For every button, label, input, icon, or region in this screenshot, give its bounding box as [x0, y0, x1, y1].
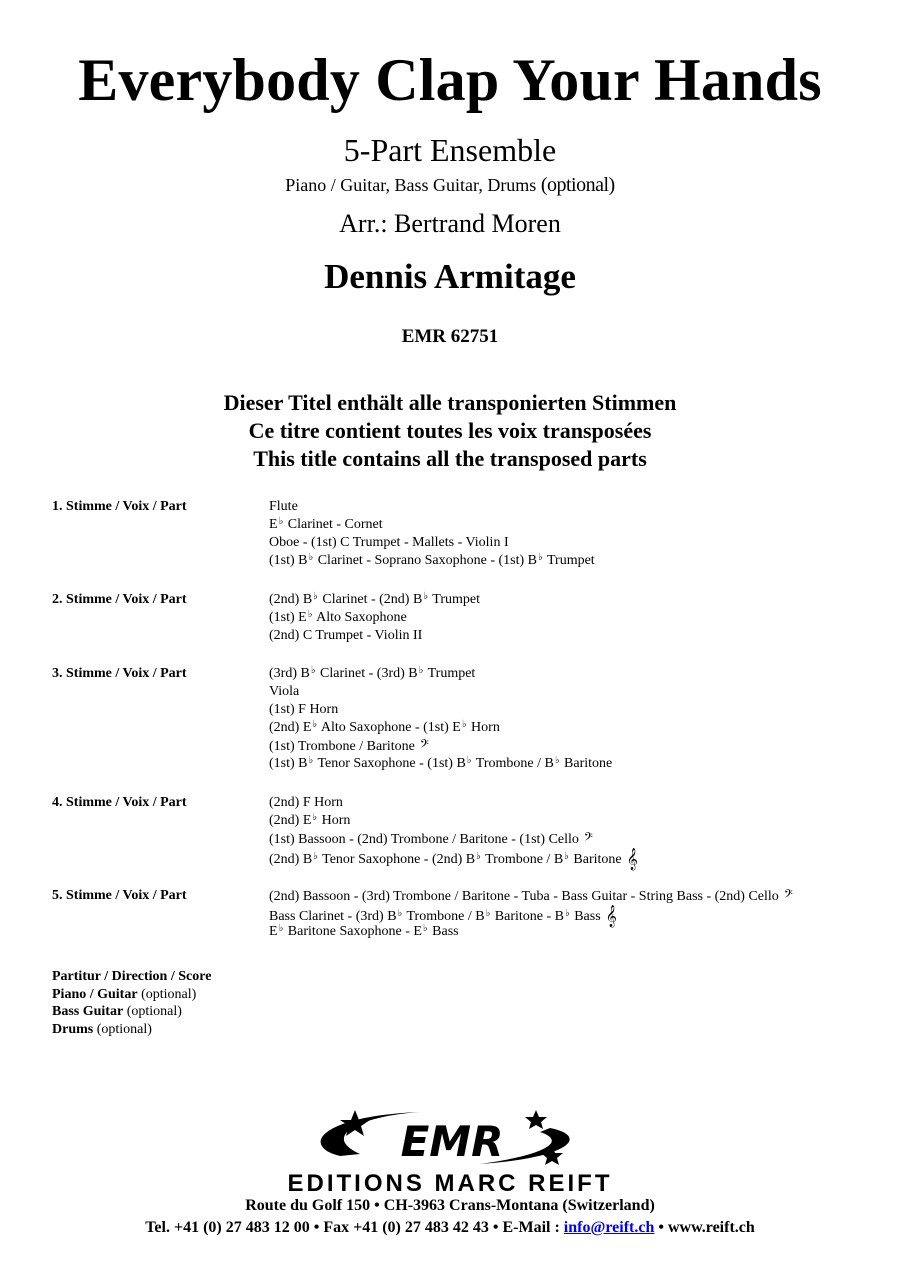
treble-clef-icon: 𝄞 [626, 848, 638, 870]
score-item [52, 1021, 211, 1039]
flat-sign-icon: ♭ [313, 591, 318, 602]
flat-sign-icon: ♭ [308, 755, 314, 766]
flat-sign-icon: ♭ [565, 908, 570, 919]
part-instruments [269, 498, 595, 570]
flat-sign-icon: ♭ [313, 851, 318, 862]
instrument-line [269, 683, 612, 701]
flat-sign-icon: ♭ [307, 609, 313, 620]
instrument-line [269, 591, 480, 609]
instrument-line [269, 794, 638, 812]
treble-clef-icon: 𝄞 [605, 905, 617, 927]
instrument-text: Viola [269, 684, 300, 699]
instrument-text: (1st) F Horn [269, 702, 339, 717]
bass-clef-icon: 𝄢 [783, 888, 793, 904]
instrument-text: (2nd) E♭ Alto Saxophone - (1st) E♭ Horn [269, 719, 500, 735]
score-name: Piano / Guitar [52, 986, 138, 1002]
instrument-line [269, 755, 612, 773]
publisher-contact [0, 1220, 900, 1236]
flat-sign-icon: ♭ [564, 851, 569, 862]
instrument-line [269, 737, 612, 755]
score-optional: (optional) [141, 986, 197, 1002]
part-label: 4. Stimme / Voix / Part [52, 795, 187, 810]
instrumentation-text: Piano / Guitar, Bass Guitar, Drums [285, 175, 537, 195]
logo-text: EMR [400, 1117, 504, 1166]
notice-german: Dieser Titel enthält alle transponierten Stimmen [223, 390, 677, 415]
instrument-text: Oboe - (1st) C Trumpet - Mallets - Violin I [269, 535, 509, 550]
catalog-number: EMR 62751 [401, 326, 499, 347]
flat-sign-icon: ♭ [476, 851, 481, 862]
email-link[interactable]: info@reift.ch [563, 1219, 655, 1236]
flat-sign-icon: ♭ [308, 552, 314, 563]
publisher-name: EDITIONS MARC REIFT [287, 1170, 613, 1197]
bass-clef-icon: 𝄢 [419, 738, 429, 754]
instrument-line [269, 887, 793, 905]
title: Everybody Clap Your Hands [78, 47, 822, 113]
flat-sign-icon: ♭ [485, 908, 491, 919]
part-instruments [269, 591, 480, 645]
instrument-text: Bass Clarinet - (3rd) B♭ Trombone / B♭ Baritone - B♭ Bass [269, 908, 601, 924]
part-label: 2. Stimme / Voix / Part [52, 592, 187, 607]
instrument-line [269, 923, 793, 941]
part-label: 3. Stimme / Voix / Part [52, 666, 187, 681]
instrument-text: (2nd) F Horn [269, 795, 343, 810]
flat-sign-icon: ♭ [278, 923, 284, 934]
instrument-line [269, 498, 595, 516]
score-name: Partitur / Direction / Score [52, 969, 212, 984]
instrument-text: (1st) B♭ Tenor Saxophone - (1st) B♭ Trombone / B♭ Baritone [269, 755, 613, 771]
instrument-line [269, 848, 638, 870]
contact-phone-fax: Tel. +41 (0) 27 483 12 00 • Fax +41 (0) 27 483 42 43 • E-Mail : [145, 1219, 564, 1236]
instrumentation-optional: (optional) [540, 174, 615, 196]
score-name: Drums [52, 1021, 94, 1037]
instrument-line [269, 665, 612, 683]
instrument-text: (1st) Trombone / Baritone [269, 739, 415, 754]
instrument-line [269, 534, 595, 552]
transposition-notice [0, 389, 900, 473]
score-list [52, 968, 211, 1038]
part-instruments [269, 665, 612, 773]
part-label: 5. Stimme / Voix / Part [52, 888, 187, 903]
flat-sign-icon: ♭ [422, 923, 428, 934]
instrument-text: E♭ Baritone Saxophone - E♭ Bass [269, 923, 459, 939]
instrument-line [269, 701, 612, 719]
bass-clef-icon: 𝄢 [583, 831, 593, 847]
notice-french: Ce titre contient toutes les voix transposées [248, 418, 652, 443]
flat-sign-icon: ♭ [423, 591, 429, 602]
instrument-text: (2nd) B♭ Clarinet - (2nd) B♭ Trumpet [269, 591, 480, 607]
instrument-text: (1st) B♭ Clarinet - Soprano Saxophone - (1st) B♭ Trumpet [269, 552, 595, 568]
instrument-text: (2nd) B♭ Tenor Saxophone - (2nd) B♭ Trombone / B♭ Baritone [269, 851, 622, 867]
score-item [52, 1003, 211, 1021]
flat-sign-icon: ♭ [312, 719, 318, 730]
flat-sign-icon: ♭ [538, 552, 543, 563]
flat-sign-icon: ♭ [312, 812, 318, 823]
instrument-text: E♭ Clarinet - Cornet [269, 516, 383, 532]
instrument-line [269, 719, 612, 737]
score-item [52, 986, 211, 1004]
score-optional: (optional) [96, 1021, 152, 1037]
flat-sign-icon: ♭ [310, 665, 316, 676]
instrument-text: (1st) Bassoon - (2nd) Trombone / Baritone - (1st) Cello [269, 832, 579, 847]
instrument-text: Flute [269, 499, 298, 514]
instrumentation [0, 175, 900, 195]
part-instruments [269, 794, 638, 870]
flat-sign-icon: ♭ [461, 719, 467, 730]
publisher-address: Route du Golf 150 • CH-3963 Crans-Montana (Switzerland) [245, 1197, 655, 1214]
flat-sign-icon: ♭ [278, 516, 284, 527]
instrument-text: (2nd) Bassoon - (3rd) Trombone / Baritone - Tuba - Bass Guitar - String Bass - (2nd) Cello [269, 889, 779, 904]
instrument-line [269, 830, 638, 848]
instrument-line [269, 905, 793, 927]
instrument-text: (1st) E♭ Alto Saxophone [269, 609, 407, 625]
instrument-text: (3rd) B♭ Clarinet - (3rd) B♭ Trumpet [269, 665, 476, 681]
instrument-line [269, 609, 480, 627]
instrument-line [269, 552, 595, 570]
part-instruments [269, 887, 793, 941]
emr-logo [300, 1106, 600, 1170]
instrument-line [269, 516, 595, 534]
contact-website: • www.reift.ch [654, 1219, 755, 1236]
subtitle: 5-Part Ensemble [343, 132, 557, 168]
score-optional: (optional) [126, 1004, 182, 1019]
composer: Dennis Armitage [324, 257, 576, 296]
flat-sign-icon: ♭ [397, 908, 403, 919]
flat-sign-icon: ♭ [466, 755, 472, 766]
score-name: Bass Guitar [52, 1004, 124, 1019]
instrument-line [269, 627, 480, 645]
flat-sign-icon: ♭ [418, 665, 424, 676]
part-label: 1. Stimme / Voix / Part [52, 499, 187, 514]
score-item [52, 968, 211, 986]
instrument-line [269, 812, 638, 830]
notice-english: This title contains all the transposed parts [253, 446, 647, 471]
arranger: Arr.: Bertrand Moren [339, 209, 561, 238]
instrument-text: (2nd) C Trumpet - Violin II [269, 628, 423, 643]
flat-sign-icon: ♭ [554, 755, 560, 766]
instrument-text: (2nd) E♭ Horn [269, 812, 351, 828]
